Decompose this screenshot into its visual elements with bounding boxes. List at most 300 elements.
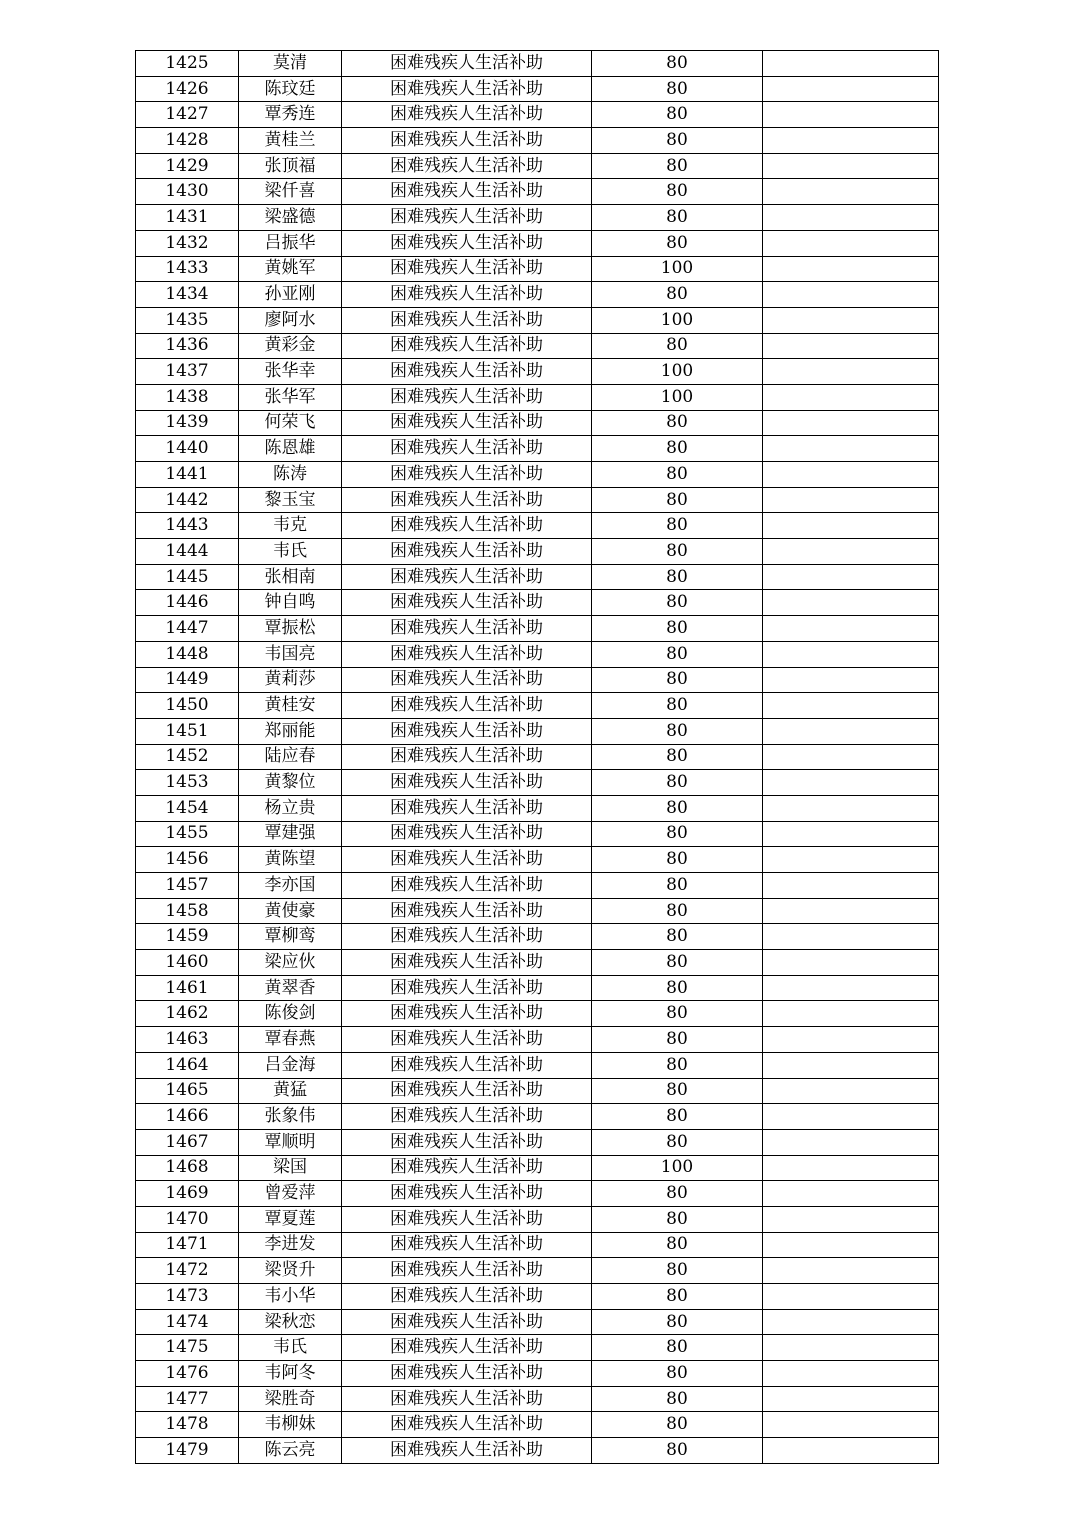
remark-cell	[763, 513, 939, 539]
row-number-cell: 1454	[136, 795, 239, 821]
amount-cell: 80	[592, 590, 763, 616]
remark-cell	[763, 384, 939, 410]
name-cell: 韦国亮	[239, 641, 342, 667]
row-number-cell: 1442	[136, 487, 239, 513]
subsidy-type-cell: 困难残疾人生活补助	[342, 564, 592, 590]
row-number-cell: 1441	[136, 462, 239, 488]
row-number-cell: 1461	[136, 975, 239, 1001]
amount-cell: 80	[592, 564, 763, 590]
table-row	[136, 693, 939, 719]
amount-cell: 80	[592, 410, 763, 436]
remark-cell	[763, 873, 939, 899]
table-row	[136, 1386, 939, 1412]
name-cell: 梁应伙	[239, 950, 342, 976]
row-number-cell: 1434	[136, 282, 239, 308]
name-cell: 覃顺明	[239, 1129, 342, 1155]
remark-cell	[763, 975, 939, 1001]
row-number-cell: 1446	[136, 590, 239, 616]
table-row	[136, 1412, 939, 1438]
row-number-cell: 1474	[136, 1309, 239, 1335]
name-cell: 张象伟	[239, 1104, 342, 1130]
amount-cell: 100	[592, 359, 763, 385]
name-cell: 覃秀连	[239, 102, 342, 128]
name-cell: 李进发	[239, 1232, 342, 1258]
row-number-cell: 1469	[136, 1181, 239, 1207]
subsidy-type-cell: 困难残疾人生活补助	[342, 179, 592, 205]
amount-cell: 80	[592, 667, 763, 693]
table-row	[136, 1027, 939, 1053]
remark-cell	[763, 51, 939, 77]
table-row	[136, 1361, 939, 1387]
amount-cell: 80	[592, 102, 763, 128]
table-row	[136, 410, 939, 436]
row-number-cell: 1443	[136, 513, 239, 539]
table-row	[136, 641, 939, 667]
amount-cell: 80	[592, 1052, 763, 1078]
table-row	[136, 1052, 939, 1078]
subsidy-type-cell: 困难残疾人生活补助	[342, 1078, 592, 1104]
row-number-cell: 1448	[136, 641, 239, 667]
name-cell: 张华军	[239, 384, 342, 410]
table-row	[136, 590, 939, 616]
name-cell: 韦氏	[239, 1335, 342, 1361]
subsidy-type-cell: 困难残疾人生活补助	[342, 76, 592, 102]
remark-cell	[763, 1104, 939, 1130]
subsidy-type-cell: 困难残疾人生活补助	[342, 1181, 592, 1207]
row-number-cell: 1468	[136, 1155, 239, 1181]
table-row	[136, 1284, 939, 1310]
subsidy-type-cell: 困难残疾人生活补助	[342, 307, 592, 333]
row-number-cell: 1465	[136, 1078, 239, 1104]
table-row	[136, 744, 939, 770]
row-number-cell: 1426	[136, 76, 239, 102]
amount-cell: 80	[592, 153, 763, 179]
remark-cell	[763, 205, 939, 231]
row-number-cell: 1476	[136, 1361, 239, 1387]
subsidy-type-cell: 困难残疾人生活补助	[342, 1309, 592, 1335]
name-cell: 陈涛	[239, 462, 342, 488]
remark-cell	[763, 590, 939, 616]
remark-cell	[763, 307, 939, 333]
name-cell: 黄陈望	[239, 847, 342, 873]
remark-cell	[763, 1284, 939, 1310]
subsidy-type-cell: 困难残疾人生活补助	[342, 1027, 592, 1053]
row-number-cell: 1430	[136, 179, 239, 205]
row-number-cell: 1458	[136, 898, 239, 924]
subsidy-type-cell: 困难残疾人生活补助	[342, 616, 592, 642]
subsidy-type-cell: 困难残疾人生活补助	[342, 924, 592, 950]
table-row	[136, 770, 939, 796]
amount-cell: 80	[592, 205, 763, 231]
table-row	[136, 462, 939, 488]
subsidy-type-cell: 困难残疾人生活补助	[342, 1001, 592, 1027]
name-cell: 黄桂安	[239, 693, 342, 719]
name-cell: 覃夏莲	[239, 1206, 342, 1232]
subsidy-type-cell: 困难残疾人生活补助	[342, 1052, 592, 1078]
row-number-cell: 1447	[136, 616, 239, 642]
row-number-cell: 1453	[136, 770, 239, 796]
remark-cell	[763, 847, 939, 873]
amount-cell: 80	[592, 1412, 763, 1438]
table-row	[136, 616, 939, 642]
table-row	[136, 898, 939, 924]
amount-cell: 80	[592, 821, 763, 847]
row-number-cell: 1437	[136, 359, 239, 385]
amount-cell: 100	[592, 256, 763, 282]
remark-cell	[763, 667, 939, 693]
name-cell: 陈玟廷	[239, 76, 342, 102]
row-number-cell: 1449	[136, 667, 239, 693]
subsidy-type-cell: 困难残疾人生活补助	[342, 770, 592, 796]
row-number-cell: 1435	[136, 307, 239, 333]
remark-cell	[763, 1027, 939, 1053]
amount-cell: 80	[592, 282, 763, 308]
table-row	[136, 102, 939, 128]
row-number-cell: 1431	[136, 205, 239, 231]
remark-cell	[763, 487, 939, 513]
table-row	[136, 1232, 939, 1258]
subsidy-type-cell: 困难残疾人生活补助	[342, 873, 592, 899]
remark-cell	[763, 436, 939, 462]
remark-cell	[763, 1155, 939, 1181]
remark-cell	[763, 256, 939, 282]
subsidy-type-cell: 困难残疾人生活补助	[342, 718, 592, 744]
subsidy-type-cell: 困难残疾人生活补助	[342, 1438, 592, 1464]
row-number-cell: 1432	[136, 230, 239, 256]
table-row	[136, 282, 939, 308]
amount-cell: 80	[592, 770, 763, 796]
subsidy-type-cell: 困难残疾人生活补助	[342, 384, 592, 410]
row-number-cell: 1475	[136, 1335, 239, 1361]
row-number-cell: 1477	[136, 1386, 239, 1412]
name-cell: 韦柳妹	[239, 1412, 342, 1438]
name-cell: 孙亚刚	[239, 282, 342, 308]
remark-cell	[763, 770, 939, 796]
row-number-cell: 1429	[136, 153, 239, 179]
row-number-cell: 1425	[136, 51, 239, 77]
amount-cell: 100	[592, 384, 763, 410]
name-cell: 陆应春	[239, 744, 342, 770]
remark-cell	[763, 1232, 939, 1258]
row-number-cell: 1471	[136, 1232, 239, 1258]
row-number-cell: 1433	[136, 256, 239, 282]
amount-cell: 80	[592, 873, 763, 899]
subsidy-type-cell: 困难残疾人生活补助	[342, 1284, 592, 1310]
amount-cell: 80	[592, 230, 763, 256]
remark-cell	[763, 1386, 939, 1412]
remark-cell	[763, 359, 939, 385]
table-row	[136, 950, 939, 976]
amount-cell: 80	[592, 1438, 763, 1464]
remark-cell	[763, 333, 939, 359]
remark-cell	[763, 539, 939, 565]
row-number-cell: 1459	[136, 924, 239, 950]
subsidy-type-cell: 困难残疾人生活补助	[342, 1258, 592, 1284]
remark-cell	[763, 616, 939, 642]
subsidy-type-cell: 困难残疾人生活补助	[342, 667, 592, 693]
name-cell: 廖阿水	[239, 307, 342, 333]
name-cell: 梁国	[239, 1155, 342, 1181]
row-number-cell: 1427	[136, 102, 239, 128]
table-row	[136, 153, 939, 179]
row-number-cell: 1450	[136, 693, 239, 719]
remark-cell	[763, 1309, 939, 1335]
name-cell: 曾爱萍	[239, 1181, 342, 1207]
row-number-cell: 1463	[136, 1027, 239, 1053]
subsidy-type-cell: 困难残疾人生活补助	[342, 590, 592, 616]
table-row	[136, 1104, 939, 1130]
remark-cell	[763, 410, 939, 436]
amount-cell: 80	[592, 1258, 763, 1284]
table-row	[136, 847, 939, 873]
table-row	[136, 205, 939, 231]
amount-cell: 100	[592, 1155, 763, 1181]
table-row	[136, 718, 939, 744]
name-cell: 梁贤升	[239, 1258, 342, 1284]
amount-cell: 80	[592, 513, 763, 539]
name-cell: 吕振华	[239, 230, 342, 256]
amount-cell: 80	[592, 641, 763, 667]
subsidy-type-cell: 困难残疾人生活补助	[342, 1104, 592, 1130]
name-cell: 钟自鸣	[239, 590, 342, 616]
row-number-cell: 1460	[136, 950, 239, 976]
subsidy-type-cell: 困难残疾人生活补助	[342, 693, 592, 719]
row-number-cell: 1470	[136, 1206, 239, 1232]
amount-cell: 80	[592, 616, 763, 642]
amount-cell: 80	[592, 462, 763, 488]
remark-cell	[763, 744, 939, 770]
remark-cell	[763, 1181, 939, 1207]
name-cell: 郑丽能	[239, 718, 342, 744]
amount-cell: 80	[592, 1386, 763, 1412]
table-row	[136, 307, 939, 333]
amount-cell: 80	[592, 1309, 763, 1335]
row-number-cell: 1467	[136, 1129, 239, 1155]
amount-cell: 80	[592, 1206, 763, 1232]
remark-cell	[763, 564, 939, 590]
table-row	[136, 975, 939, 1001]
table-row	[136, 1258, 939, 1284]
amount-cell: 80	[592, 539, 763, 565]
row-number-cell: 1479	[136, 1438, 239, 1464]
amount-cell: 80	[592, 1001, 763, 1027]
subsidy-type-cell: 困难残疾人生活补助	[342, 205, 592, 231]
row-number-cell: 1455	[136, 821, 239, 847]
name-cell: 韦阿冬	[239, 1361, 342, 1387]
subsidy-type-cell: 困难残疾人生活补助	[342, 539, 592, 565]
remark-cell	[763, 821, 939, 847]
name-cell: 覃春燕	[239, 1027, 342, 1053]
amount-cell: 80	[592, 718, 763, 744]
row-number-cell: 1472	[136, 1258, 239, 1284]
row-number-cell: 1439	[136, 410, 239, 436]
table-row	[136, 230, 939, 256]
name-cell: 覃建强	[239, 821, 342, 847]
row-number-cell: 1438	[136, 384, 239, 410]
subsidy-type-cell: 困难残疾人生活补助	[342, 898, 592, 924]
name-cell: 韦克	[239, 513, 342, 539]
subsidy-table	[135, 50, 939, 1464]
subsidy-type-cell: 困难残疾人生活补助	[342, 1129, 592, 1155]
name-cell: 陈云亮	[239, 1438, 342, 1464]
table-row	[136, 821, 939, 847]
remark-cell	[763, 641, 939, 667]
row-number-cell: 1444	[136, 539, 239, 565]
subsidy-type-cell: 困难残疾人生活补助	[342, 1232, 592, 1258]
row-number-cell: 1457	[136, 873, 239, 899]
table-row	[136, 539, 939, 565]
name-cell: 覃柳鸾	[239, 924, 342, 950]
subsidy-type-cell: 困难残疾人生活补助	[342, 282, 592, 308]
remark-cell	[763, 718, 939, 744]
amount-cell: 80	[592, 1335, 763, 1361]
subsidy-type-cell: 困难残疾人生活补助	[342, 641, 592, 667]
subsidy-type-cell: 困难残疾人生活补助	[342, 744, 592, 770]
amount-cell: 80	[592, 128, 763, 154]
remark-cell	[763, 950, 939, 976]
table-row	[136, 924, 939, 950]
amount-cell: 80	[592, 975, 763, 1001]
remark-cell	[763, 76, 939, 102]
amount-cell: 80	[592, 1104, 763, 1130]
table-row	[136, 1078, 939, 1104]
name-cell: 梁盛德	[239, 205, 342, 231]
remark-cell	[763, 153, 939, 179]
row-number-cell: 1451	[136, 718, 239, 744]
table-row	[136, 128, 939, 154]
table-row	[136, 1129, 939, 1155]
name-cell: 吕金海	[239, 1052, 342, 1078]
table-row	[136, 436, 939, 462]
table-row	[136, 1438, 939, 1464]
name-cell: 黄翠香	[239, 975, 342, 1001]
table-row	[136, 1001, 939, 1027]
table-row	[136, 564, 939, 590]
subsidy-type-cell: 困难残疾人生活补助	[342, 1335, 592, 1361]
subsidy-type-cell: 困难残疾人生活补助	[342, 975, 592, 1001]
remark-cell	[763, 1001, 939, 1027]
subsidy-type-cell: 困难残疾人生活补助	[342, 950, 592, 976]
subsidy-type-cell: 困难残疾人生活补助	[342, 1386, 592, 1412]
name-cell: 黄莉莎	[239, 667, 342, 693]
name-cell: 覃振松	[239, 616, 342, 642]
table-row	[136, 873, 939, 899]
amount-cell: 80	[592, 795, 763, 821]
subsidy-type-cell: 困难残疾人生活补助	[342, 128, 592, 154]
name-cell: 黄桂兰	[239, 128, 342, 154]
table-row	[136, 487, 939, 513]
table-row	[136, 795, 939, 821]
subsidy-type-cell: 困难残疾人生活补助	[342, 1206, 592, 1232]
amount-cell: 80	[592, 950, 763, 976]
row-number-cell: 1466	[136, 1104, 239, 1130]
amount-cell: 80	[592, 693, 763, 719]
remark-cell	[763, 1078, 939, 1104]
table-row	[136, 1181, 939, 1207]
amount-cell: 80	[592, 1027, 763, 1053]
name-cell: 黄猛	[239, 1078, 342, 1104]
name-cell: 张顶福	[239, 153, 342, 179]
table-row	[136, 1335, 939, 1361]
remark-cell	[763, 282, 939, 308]
subsidy-type-cell: 困难残疾人生活补助	[342, 333, 592, 359]
amount-cell: 80	[592, 898, 763, 924]
table-row	[136, 1309, 939, 1335]
row-number-cell: 1436	[136, 333, 239, 359]
subsidy-type-cell: 困难残疾人生活补助	[342, 359, 592, 385]
table-row	[136, 1155, 939, 1181]
table-body	[136, 51, 939, 1464]
name-cell: 梁胜奇	[239, 1386, 342, 1412]
row-number-cell: 1456	[136, 847, 239, 873]
remark-cell	[763, 102, 939, 128]
subsidy-type-cell: 困难残疾人生活补助	[342, 487, 592, 513]
amount-cell: 80	[592, 1284, 763, 1310]
remark-cell	[763, 1258, 939, 1284]
table-row	[136, 179, 939, 205]
name-cell: 黄彩金	[239, 333, 342, 359]
table-row	[136, 667, 939, 693]
subsidy-type-cell: 困难残疾人生活补助	[342, 795, 592, 821]
name-cell: 黄使豪	[239, 898, 342, 924]
row-number-cell: 1473	[136, 1284, 239, 1310]
remark-cell	[763, 1206, 939, 1232]
row-number-cell: 1440	[136, 436, 239, 462]
name-cell: 陈恩雄	[239, 436, 342, 462]
subsidy-type-cell: 困难残疾人生活补助	[342, 1155, 592, 1181]
row-number-cell: 1452	[136, 744, 239, 770]
row-number-cell: 1462	[136, 1001, 239, 1027]
subsidy-type-cell: 困难残疾人生活补助	[342, 230, 592, 256]
remark-cell	[763, 1361, 939, 1387]
amount-cell: 80	[592, 847, 763, 873]
amount-cell: 80	[592, 436, 763, 462]
name-cell: 韦小华	[239, 1284, 342, 1310]
amount-cell: 80	[592, 179, 763, 205]
remark-cell	[763, 924, 939, 950]
remark-cell	[763, 1052, 939, 1078]
amount-cell: 80	[592, 76, 763, 102]
remark-cell	[763, 1438, 939, 1464]
remark-cell	[763, 1335, 939, 1361]
amount-cell: 80	[592, 1078, 763, 1104]
table-row	[136, 333, 939, 359]
table-row	[136, 51, 939, 77]
amount-cell: 80	[592, 1129, 763, 1155]
name-cell: 黄黎位	[239, 770, 342, 796]
remark-cell	[763, 795, 939, 821]
subsidy-type-cell: 困难残疾人生活补助	[342, 821, 592, 847]
table-row	[136, 256, 939, 282]
remark-cell	[763, 693, 939, 719]
remark-cell	[763, 179, 939, 205]
name-cell: 杨立贵	[239, 795, 342, 821]
remark-cell	[763, 462, 939, 488]
subsidy-type-cell: 困难残疾人生活补助	[342, 1412, 592, 1438]
table-row	[136, 76, 939, 102]
table-row	[136, 359, 939, 385]
subsidy-type-cell: 困难残疾人生活补助	[342, 51, 592, 77]
subsidy-type-cell: 困难残疾人生活补助	[342, 462, 592, 488]
subsidy-type-cell: 困难残疾人生活补助	[342, 256, 592, 282]
subsidy-type-cell: 困难残疾人生活补助	[342, 102, 592, 128]
remark-cell	[763, 1129, 939, 1155]
amount-cell: 80	[592, 1232, 763, 1258]
amount-cell: 80	[592, 51, 763, 77]
amount-cell: 100	[592, 307, 763, 333]
subsidy-type-cell: 困难残疾人生活补助	[342, 847, 592, 873]
name-cell: 李亦国	[239, 873, 342, 899]
